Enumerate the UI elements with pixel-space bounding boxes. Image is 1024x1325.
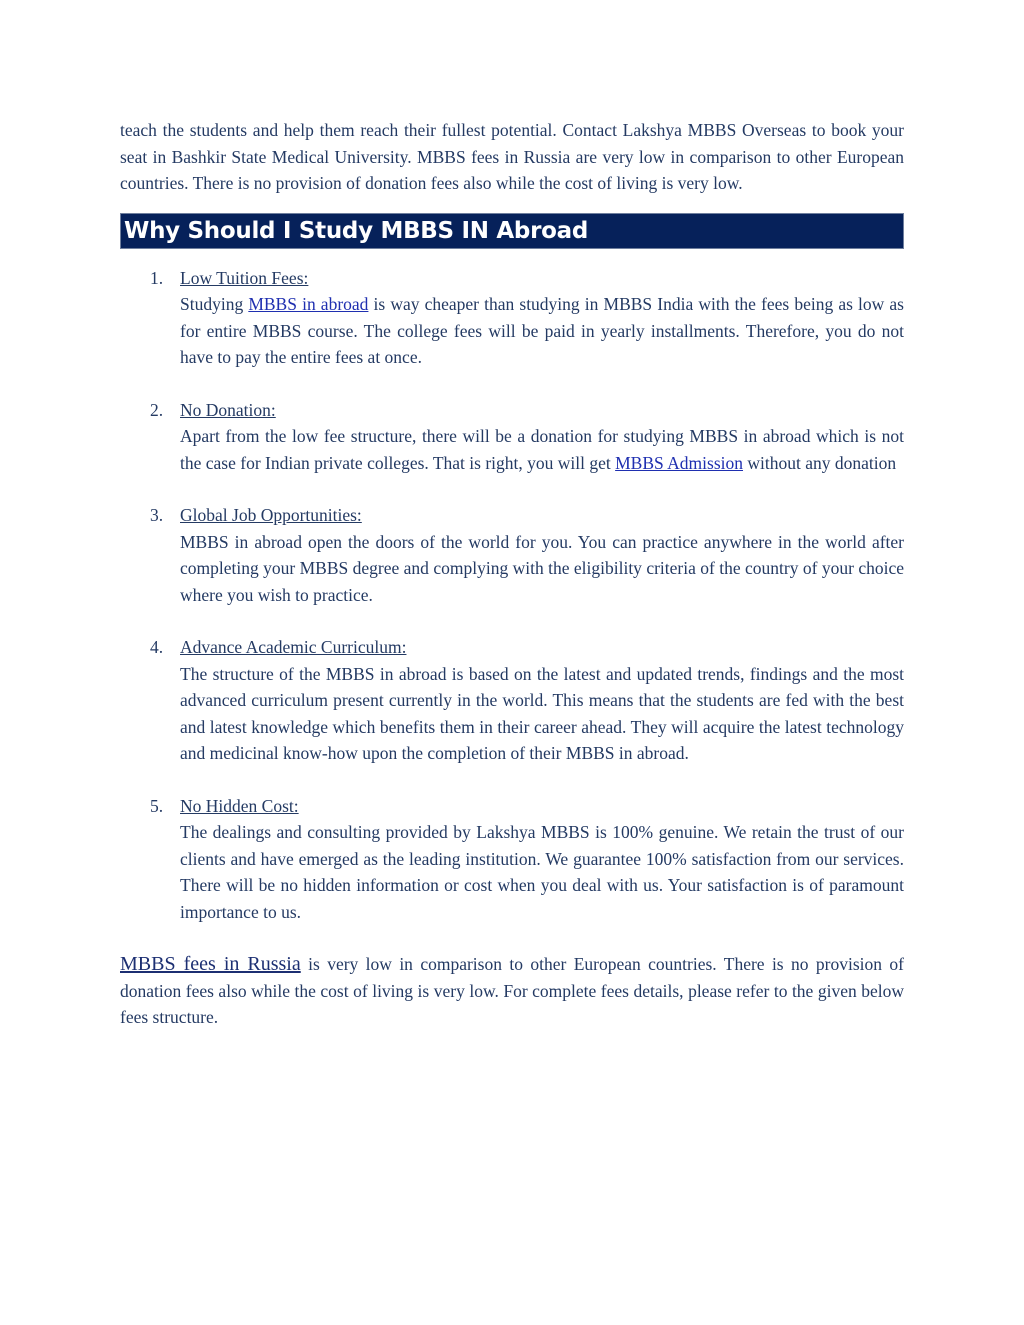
list-item-body: The structure of the MBBS in abroad is based on the latest and updated trends, findings and the most advanced curriculum present currently in the world. This means that the students are fed with the best and latest knowledge which benefits them in their career ahead. They will acquire the latest technology and medicinal know-how upon the completion of their MBBS in abroad. [180, 663, 904, 763]
section-title: Why Should I Study MBBS IN Abroad [124, 217, 589, 244]
list-item-no-hidden-cost [120, 793, 904, 926]
list-item-number: 3. [150, 505, 164, 525]
closing-paragraph [120, 951, 904, 1031]
list-item-no-donation [120, 397, 904, 477]
body-text-after-link: without any donation [743, 452, 897, 473]
list-item-number: 5. [150, 795, 164, 816]
list-item-global-job-opportunities [120, 502, 904, 608]
list-item-number: 1. [150, 267, 164, 288]
list-item-low-tuition-fees [120, 265, 904, 371]
list-item-advance-academic-curriculum [120, 634, 904, 767]
list-item-number: 4. [150, 637, 164, 657]
list-item-body: MBBS in abroad open the doors of the world for you. You can practice anywhere in the world after completing your MBBS degree and complying with the eligibility criteria of the country of your choice where you wish to practice. [180, 531, 904, 605]
body-text-before-link: Apart from the low fee structure, there will be a donation for studying MBBS in abroad which is not the case for Indian private colleges. That is right, you will get [180, 426, 904, 473]
list-item-heading: Low Tuition Fees: [180, 267, 309, 288]
closing-lead-heading: MBBS fees in Russia [120, 953, 301, 975]
document-page [120, 117, 904, 1048]
reasons-list [120, 265, 904, 926]
closing-text: is very low in comparison to other European countries. There is no provision of donation fees also while the cost of living is very low. For complete fees details, please refer to the given below fees structure. [120, 954, 904, 1027]
intro-paragraph: teach the students and help them reach their fullest potential. Contact Lakshya MBBS Overseas to book your seat in Bashkir State Medical University. MBBS fees in Russia are very low in comparison to other European countries. There is no provision of donation fees also while the cost of living is very low. [120, 120, 904, 193]
mbbs-in-abroad-link[interactable]: MBBS in abroad [248, 294, 369, 314]
list-item-body [180, 291, 904, 371]
list-item-number: 2. [150, 399, 164, 420]
list-item-body [180, 423, 904, 476]
section-banner [120, 213, 904, 249]
body-text-before-link: Studying [180, 294, 249, 314]
list-item-body: The dealings and consulting provided by Lakshya MBBS is 100% genuine. We retain the trust of our clients and have emerged as the leading institution. We guarantee 100% satisfaction from our services. There will be no hidden information or cost when you deal with us. Your satisfaction is of paramount importance to us. [180, 822, 904, 922]
list-item-heading: No Hidden Cost: [180, 795, 299, 816]
body-text-after-link: is way cheaper than studying in MBBS India with the fees being as low as for entire MBBS course. The college fees will be paid in yearly installments. Therefore, you do not have to pay the entire fees at once. [180, 294, 904, 367]
list-item-heading: Global Job Opportunities: [180, 505, 362, 525]
list-item-heading: No Donation: [180, 399, 276, 420]
list-item-heading: Advance Academic Curriculum: [180, 637, 407, 657]
mbbs-admission-link[interactable]: MBBS Admission [615, 452, 744, 473]
